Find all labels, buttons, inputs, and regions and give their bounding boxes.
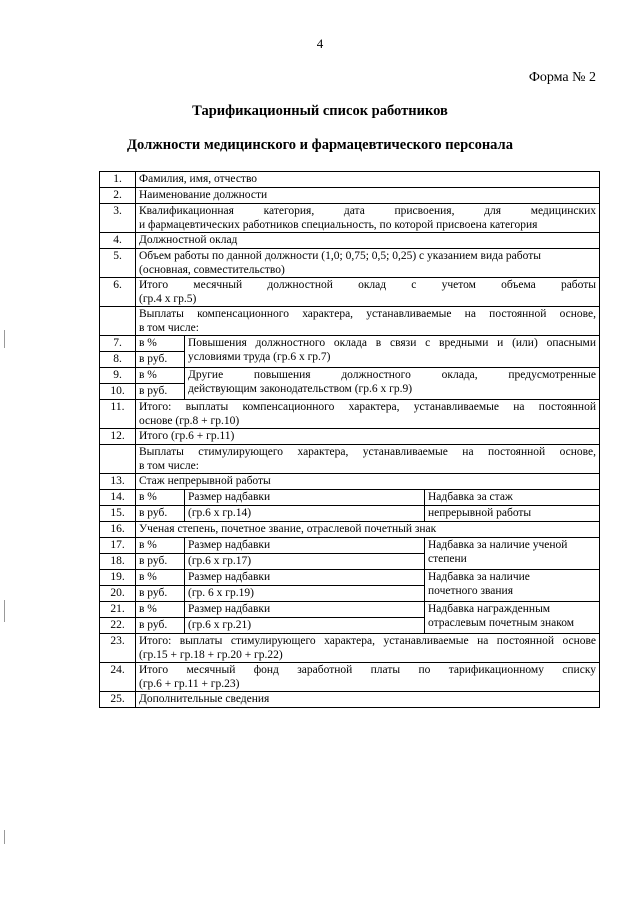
row-label — [136, 204, 600, 233]
row-number: 7. — [100, 336, 136, 352]
row-label-line: Итого: выплаты компенсационного характера, устанавливаемые на постоянной — [139, 401, 596, 413]
table-row — [100, 368, 600, 384]
bonus-description: непрерывной работы — [425, 506, 600, 522]
table-row — [100, 400, 600, 429]
row-label-line: Повышения должностного оклада в связи с вредными и (или) опасными — [188, 337, 596, 349]
row-number: 19. — [100, 570, 136, 586]
row-label-line: основе (гр.8 + гр.10) — [139, 415, 240, 427]
row-number: 4. — [100, 233, 136, 249]
row-number: 5. — [100, 249, 136, 278]
row-number: 25. — [100, 692, 136, 708]
left-margin-mark — [4, 330, 5, 348]
table-row — [100, 204, 600, 233]
unit-percent: в % — [136, 538, 185, 554]
table-row — [100, 249, 600, 278]
row-label-line: и фармацевтических работников специальность, по которой присвоена категория — [139, 219, 538, 231]
unit-rub: в руб. — [136, 506, 185, 522]
bonus-description-line: почетного звания — [428, 585, 514, 597]
row-label-line: действующим законодательством (гр.6 х гр.9) — [188, 383, 413, 395]
table-row — [100, 278, 600, 307]
bonus-description — [425, 570, 600, 602]
unit-rub: в руб. — [136, 352, 185, 368]
row-number: 1. — [100, 172, 136, 188]
row-number: 11. — [100, 400, 136, 429]
row-label-line: Квалификационная категория, дата присвоения, для медицинских — [139, 205, 596, 217]
table-row — [100, 172, 600, 188]
row-label: Дополнительные сведения — [136, 692, 600, 708]
page-number: 4 — [316, 36, 324, 51]
row-number: 10. — [100, 384, 136, 400]
document-title: Тарификационный список работников — [192, 103, 448, 119]
table-row — [100, 429, 600, 445]
row-number: 13. — [100, 474, 136, 490]
row-label-line: (гр.4 х гр.5) — [139, 293, 197, 305]
bonus-size-label: Размер надбавки — [185, 602, 425, 618]
table-row — [100, 506, 600, 522]
table-row — [100, 233, 600, 249]
row-label — [185, 336, 600, 368]
bonus-formula: (гр.6 х гр.14) — [185, 506, 425, 522]
unit-rub: в руб. — [136, 554, 185, 570]
row-number: 17. — [100, 538, 136, 554]
bonus-formula: (гр. 6 х гр.19) — [185, 586, 425, 602]
unit-percent: в % — [136, 336, 185, 352]
table-row — [100, 663, 600, 692]
row-label: Фамилия, имя, отчество — [136, 172, 600, 188]
row-label-line: условиями труда (гр.6 х гр.7) — [188, 351, 331, 363]
unit-percent: в % — [136, 368, 185, 384]
bonus-size-label: Размер надбавки — [185, 538, 425, 554]
unit-percent: в % — [136, 490, 185, 506]
row-label: Ученая степень, почетное звание, отраслевой почетный знак — [136, 522, 600, 538]
row-label-line: Объем работы по данной должности (1,0; 0,75; 0,5; 0,25) с указанием вида работы — [139, 250, 541, 262]
table-row — [100, 522, 600, 538]
table-row — [100, 188, 600, 204]
table-row — [100, 570, 600, 586]
bonus-description — [425, 602, 600, 634]
row-label — [136, 249, 600, 278]
bonus-description-line: Надбавка за наличие — [428, 571, 530, 583]
section-header-line: в том числе: — [139, 322, 199, 334]
row-number: 12. — [100, 429, 136, 445]
document-subtitle: Должности медицинского и фармацевтического персонала — [127, 137, 513, 153]
row-number: 9. — [100, 368, 136, 384]
row-number: 8. — [100, 352, 136, 368]
table-row — [100, 474, 600, 490]
bonus-size-label: Размер надбавки — [185, 570, 425, 586]
row-label — [136, 400, 600, 429]
row-number: 16. — [100, 522, 136, 538]
row-number: 18. — [100, 554, 136, 570]
row-number: 22. — [100, 618, 136, 634]
row-number: 24. — [100, 663, 136, 692]
row-number: 3. — [100, 204, 136, 233]
row-number: 6. — [100, 278, 136, 307]
table-row — [100, 634, 600, 663]
row-label — [136, 278, 600, 307]
bonus-description-line: Надбавка награжденным — [428, 603, 551, 615]
unit-percent: в % — [136, 570, 185, 586]
row-number: 15. — [100, 506, 136, 522]
tariff-form-table — [99, 171, 600, 708]
section-header — [136, 445, 600, 474]
row-number: 20. — [100, 586, 136, 602]
bonus-description-line: отраслевым почетным знаком — [428, 617, 575, 629]
section-header-row — [100, 445, 600, 474]
bonus-description-line: степени — [428, 553, 467, 565]
row-label-line: Итого месячный должностной оклад с учетом объема работы — [139, 279, 596, 291]
row-number: 14. — [100, 490, 136, 506]
row-label-line: Итого месячный фонд заработной платы по тарификационному списку — [139, 664, 596, 676]
unit-percent: в % — [136, 602, 185, 618]
section-header-line: Выплаты стимулирующего характера, устанавливаемые на постоянной основе, — [139, 446, 596, 458]
table-row — [100, 490, 600, 506]
row-label-line: (гр.15 + гр.18 + гр.20 + гр.22) — [139, 649, 283, 661]
row-label: Стаж непрерывной работы — [136, 474, 600, 490]
bonus-size-label: Размер надбавки — [185, 490, 425, 506]
row-label-line: Другие повышения должностного оклада, предусмотренные — [188, 369, 596, 381]
unit-rub: в руб. — [136, 384, 185, 400]
bonus-description — [425, 538, 600, 570]
row-label — [136, 634, 600, 663]
row-label: Должностной оклад — [136, 233, 600, 249]
row-label — [185, 368, 600, 400]
bonus-description: Надбавка за стаж — [425, 490, 600, 506]
section-header-line: Выплаты компенсационного характера, устанавливаемые на постоянной основе, — [139, 308, 596, 320]
bonus-formula: (гр.6 х гр.17) — [185, 554, 425, 570]
table-row — [100, 602, 600, 618]
row-label — [136, 663, 600, 692]
left-margin-mark — [4, 830, 5, 844]
form-label: Форма № 2 — [528, 70, 596, 85]
row-number: 2. — [100, 188, 136, 204]
bonus-description-line: Надбавка за наличие ученой — [428, 539, 568, 551]
row-number: 21. — [100, 602, 136, 618]
table-row — [100, 538, 600, 554]
table-row — [100, 336, 600, 352]
row-label: Итого (гр.6 + гр.11) — [136, 429, 600, 445]
section-header-row — [100, 307, 600, 336]
section-header-line: в том числе: — [139, 460, 199, 472]
row-label: Наименование должности — [136, 188, 600, 204]
left-margin-mark — [4, 600, 5, 622]
unit-rub: в руб. — [136, 618, 185, 634]
bonus-formula: (гр.6 х гр.21) — [185, 618, 425, 634]
row-label-line: (гр.6 + гр.11 + гр.23) — [139, 678, 240, 690]
table-row — [100, 692, 600, 708]
unit-rub: в руб. — [136, 586, 185, 602]
row-number: 23. — [100, 634, 136, 663]
row-label-line: (основная, совместительство) — [139, 264, 285, 276]
row-label-line: Итого: выплаты стимулирующего характера, устанавливаемые на постоянной основе — [139, 635, 596, 647]
section-header — [136, 307, 600, 336]
